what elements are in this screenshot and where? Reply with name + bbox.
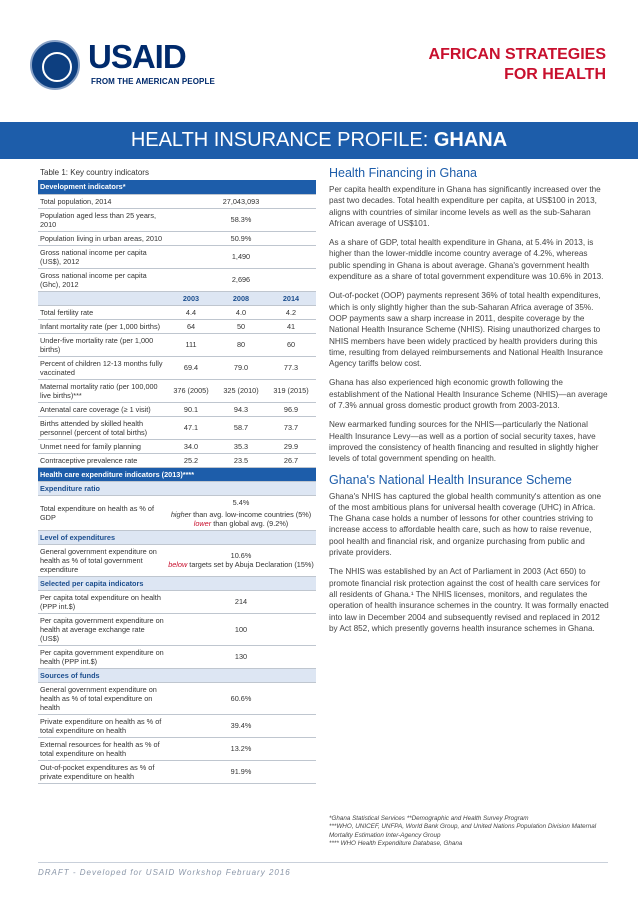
footer-draft-note: DRAFT - Developed for USAID Workshop February 2016 (38, 868, 291, 877)
table-section-header: Health care expenditure indicators (2013)**** (38, 467, 316, 481)
table-row: Contraceptive prevalence rate 25.2 23.5 26.7 (38, 453, 316, 467)
paragraph: Ghana's NHIS has captured the global health community's attention as one of the most ambitious plans for universal health coverage (UHC) in Africa. The Ghana case holds a number of lessons for other countries striving to increase access to affordable health care, such as how to raise revenue, pool health and financial risk, and organize purchasing from public and private providers. (329, 491, 602, 558)
table-row: Per capita government expenditure on health at average exchange rate (US$) 100 (38, 613, 316, 645)
table-row: Population living in urban areas, 2010 50.9% (38, 231, 316, 245)
footer-divider (38, 862, 608, 863)
table-subsection-header: Sources of funds (38, 668, 316, 682)
paragraph: As a share of GDP, total health expenditure in Ghana, at 5.4% in 2013, is higher than the lower-middle income country average of 4.2%, whereas public spending in Ghana is about average. Ghana's government health expenditure as a share of total government expenditure was 10.6% in 2013. (329, 238, 604, 282)
table-row: Total expenditure on health as % of GDP 5.4% higher than avg. low-income countries (5%) lower than global avg. (9.2%) (38, 495, 316, 530)
table-row: Antenatal care coverage (≥ 1 visit) 90.1 94.3 96.9 (38, 402, 316, 416)
table-subsection-header: Expenditure ratio (38, 481, 316, 495)
usaid-tagline: FROM THE AMERICAN PEOPLE (91, 77, 215, 86)
table-row: Gross national income per capita (Ghc), 2012 2,696 (38, 268, 316, 291)
table-row: Private expenditure on health as % of total expenditure on health 39.4% (38, 714, 316, 737)
table-subsection-header: Level of expenditures (38, 530, 316, 544)
table-section-header: Development indicators* (38, 180, 316, 194)
usaid-seal-icon (30, 40, 80, 90)
usaid-logo: USAID (88, 38, 186, 75)
table-row: Population aged less than 25 years, 2010 58.3% (38, 208, 316, 231)
table-subsection-header: Selected per capita indicators (38, 576, 316, 590)
article-column (329, 166, 609, 642)
paragraph: Out-of-pocket (OOP) payments represent 36% of total health expenditures, which is only slightly higher than the sub-Saharan Africa average of 35%. OOP payments saw a sharp increase in 2011, despite coverage by the National Health Insurance Scheme (NHIS). Rising unauthorized charges to NHIS members have been widely practiced by health providers during this time, resulting from delayed reimbursements and National Health Insurance Agency tariffs below cost. (329, 291, 603, 369)
paragraph: The NHIS was established by an Act of Parliament in 2003 (Act 650) to promote financial risk protection against the cost of health care services for all residents of Ghana.¹ The NHIS licenses, monitors, and regulates the operation of health insurance schemes in the country. It was formally enacted into law in December 2004 and subsequently revised and replaced in 2012 by Act 852, which presently governs health insurance schemes in Ghana. (329, 567, 609, 633)
paragraph: New earmarked funding sources for the NHIS—particularly the National Health Insurance Levy—as well as a portion of social security taxes, have improved the consistency of health financing and resulted in slightly higher levels of total government spending on health. (329, 420, 599, 464)
table-row: Unmet need for family planning 34.0 35.3 29.9 (38, 439, 316, 453)
table-row: General government expenditure on health as % of total expenditure on health 60.6% (38, 682, 316, 714)
paragraph: Per capita health expenditure in Ghana has significantly increased over the past two decades. Total health expenditure per capita, at US$100 in 2013, aligns with countries of similar income levels as well as the sub-Saharan African average of US$101. (329, 185, 601, 228)
table-row: Maternal mortality ratio (per 100,000 live births)*** 376 (2005) 325 (2010) 319 (2015) (38, 379, 316, 402)
table-row: Percent of children 12-13 months fully vaccinated 69.4 79.0 77.3 (38, 356, 316, 379)
footnotes: *Ghana Statistical Services **Demographic and Health Survey Program ***WHO, UNICEF, UNFPA, World Bank Group, and United Nations Population Division Maternal Mortality Estimation Inter-Agency Group **** WHO Health Expenditure Database, Ghana (329, 815, 597, 848)
page-header (0, 0, 638, 115)
table-row: Infant mortality rate (per 1,000 births) 64 50 41 (38, 319, 316, 333)
page-title: HEALTH INSURANCE PROFILE: GHANA (0, 122, 638, 159)
table-row: Gross national income per capita (US$), 2012 1,490 (38, 245, 316, 268)
table-row: Under-five mortality rate (per 1,000 births) 111 80 60 (38, 333, 316, 356)
table-row: External resources for health as % of total expenditure on health 13.2% (38, 737, 316, 760)
table-year-header: 2003 2008 2014 (38, 291, 316, 305)
table-row: General government expenditure on health as % of total government expenditure 10.6% below targets set by Abuja Declaration (15%) (38, 544, 316, 576)
table-title: Table 1: Key country indicators (40, 168, 149, 177)
table-row: Per capita total expenditure on health (PPP int.$) 214 (38, 590, 316, 613)
brand-title: AFRICAN STRATEGIES FOR HEALTH (428, 46, 606, 83)
table-row: Births attended by skilled health personnel (percent of total births) 47.1 58.7 73.7 (38, 416, 316, 439)
indicators-table-container (38, 166, 316, 784)
table-row: Total fertility rate 4.4 4.0 4.2 (38, 305, 316, 319)
section-heading-financing: Health Financing in Ghana (329, 166, 478, 180)
table-row: Per capita government expenditure on health (PPP int.$) 130 (38, 645, 316, 668)
table-row: Total population, 2014 27,043,093 (38, 194, 316, 208)
section-heading-nhis: Ghana's National Health Insurance Scheme (329, 472, 572, 487)
paragraph: Ghana has also experienced high economic growth following the establishment of the National Health Insurance Scheme (NHIS)—an average of 7.3% annual gross domestic product growth from 2003-2013. (329, 378, 608, 411)
table-row: Out-of-pocket expenditures as % of private expenditure on health 91.9% (38, 760, 316, 783)
indicators-table (38, 180, 316, 784)
